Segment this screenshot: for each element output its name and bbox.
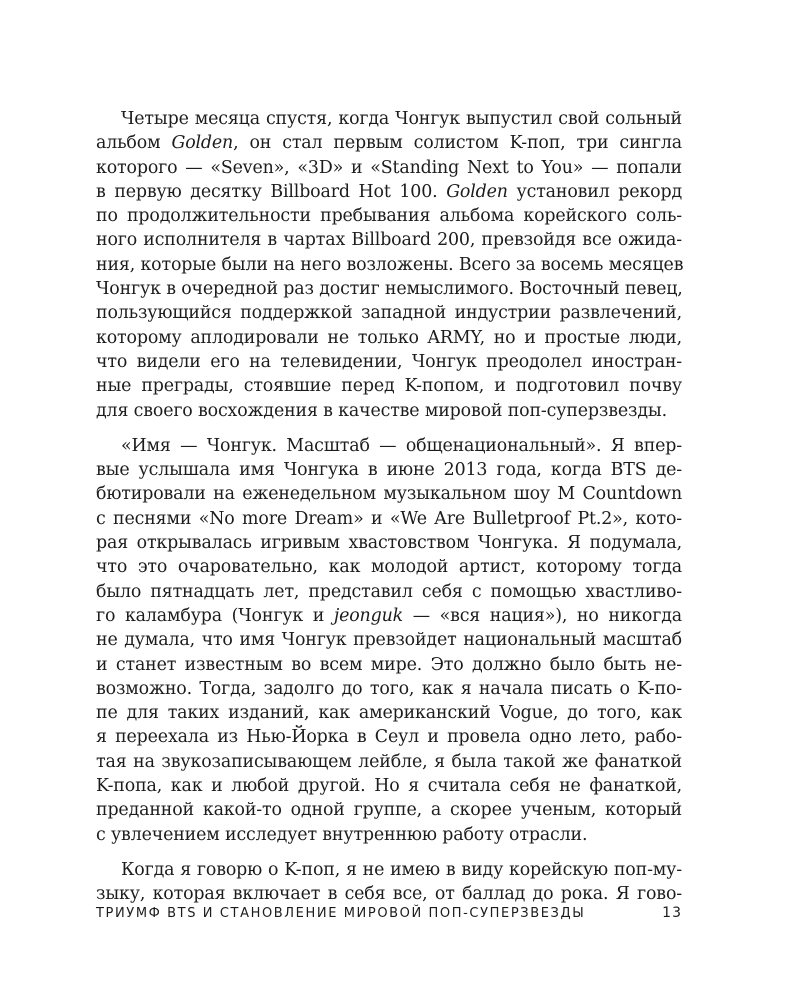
- text-line: Когда я говорю о K-поп, я не имею в виду корейскую поп-му-: [121, 859, 682, 880]
- text-line: по продолжительности пребывания альбома корейского соль-: [96, 206, 682, 227]
- text-line: K-попа, как и любой другой. Но я считала себя не фанаткой,: [96, 776, 682, 797]
- text-line: для своего восхождения в качестве мировой поп-суперзвезды.: [96, 400, 667, 421]
- paragraph: [96, 107, 682, 423]
- text-line: ные преграды, стоявшие перед K-попом, и подготовил почву: [96, 376, 682, 397]
- text-line: вые услышала имя Чонгука в июне 2013 года, когда BTS де-: [96, 460, 682, 481]
- italic-title: Golden: [171, 133, 234, 154]
- text-line: в первую десятку Billboard Hot 100. Golden установил рекорд: [96, 181, 682, 202]
- text-line: которому аплодировали не только ARMY, но и простые люди,: [96, 327, 682, 348]
- text-line: ного исполнителя в чартах Billboard 200, превзойдя все ожида-: [96, 230, 682, 251]
- text-line: что видели его на телевидении, Чонгук преодолел иностран-: [96, 351, 682, 372]
- body-text: [96, 107, 682, 918]
- text-line: возможно. Тогда, задолго до того, как я начала писать о K-по-: [96, 678, 682, 699]
- text-line: «Имя — Чонгук. Масштаб — общенациональный». Я впер-: [121, 435, 682, 456]
- text-line: пе для таких изданий, как американский Vogue, до того, как: [96, 703, 682, 724]
- text-line: я переехала из Нью-Йорка в Сеул и провела одно лето, рабо-: [96, 727, 682, 748]
- text-line: тая на звукозаписывающем лейбле, я была такой же фанаткой: [96, 751, 682, 772]
- text-line: бютировали на еженедельном музыкальном шоу M Countdown: [96, 484, 682, 505]
- text-line: альбом Golden, он стал первым солистом K-поп, три сингла: [96, 133, 682, 154]
- running-title: ТРИУМФ BTS И СТАНОВЛЕНИЕ МИРОВОЙ ПОП-СУПЕРЗВЕЗДЫ: [96, 906, 586, 921]
- italic-title: Golden: [446, 181, 508, 202]
- text-line: что это очаровательно, как молодой артист, которому тогда: [96, 557, 682, 578]
- italic-title: jeonguk: [333, 605, 404, 626]
- text-line: Четыре месяца спустя, когда Чонгук выпустил свой сольный: [121, 109, 682, 129]
- text-line: го каламбура (Чонгук и jeonguk — «вся нация»), но никогда: [96, 605, 682, 626]
- text-line: было пятнадцать лет, представил себя с помощью хвастливо-: [96, 581, 682, 602]
- page-number: 13: [662, 905, 682, 921]
- text-line: которого — «Seven», «3D» и «Standing Next to You» — попали: [96, 157, 682, 178]
- text-line: Чонгук в очередной раз достиг немыслимого. Восточный певец,: [96, 279, 683, 300]
- text-line: и станет известным во всем мире. Это должно было быть не-: [96, 654, 682, 675]
- text-line: пользующийся поддержкой западной индустрии развлечений,: [96, 303, 682, 324]
- text-line: преданной какой-то одной группе, а скорее ученым, который: [96, 800, 682, 821]
- paragraph: [96, 858, 682, 907]
- paragraph: [96, 434, 682, 847]
- text-line: рая открывалась игривым хвастовством Чонгука. Я подумала,: [96, 533, 682, 554]
- text-line: ния, которые были на него возложены. Всего за восемь месяцев: [96, 254, 684, 275]
- text-line: с песнями «No more Dream» и «We Are Bulletproof Pt.2», кото-: [96, 508, 682, 529]
- text-line: не думала, что имя Чонгук превзойдет национальный масштаб: [96, 630, 682, 651]
- text-line: зыку, которая включает в себя все, от баллад до рока. Я гово-: [96, 884, 682, 905]
- text-line: с увлечением исследует внутреннюю работу отрасли.: [96, 824, 588, 845]
